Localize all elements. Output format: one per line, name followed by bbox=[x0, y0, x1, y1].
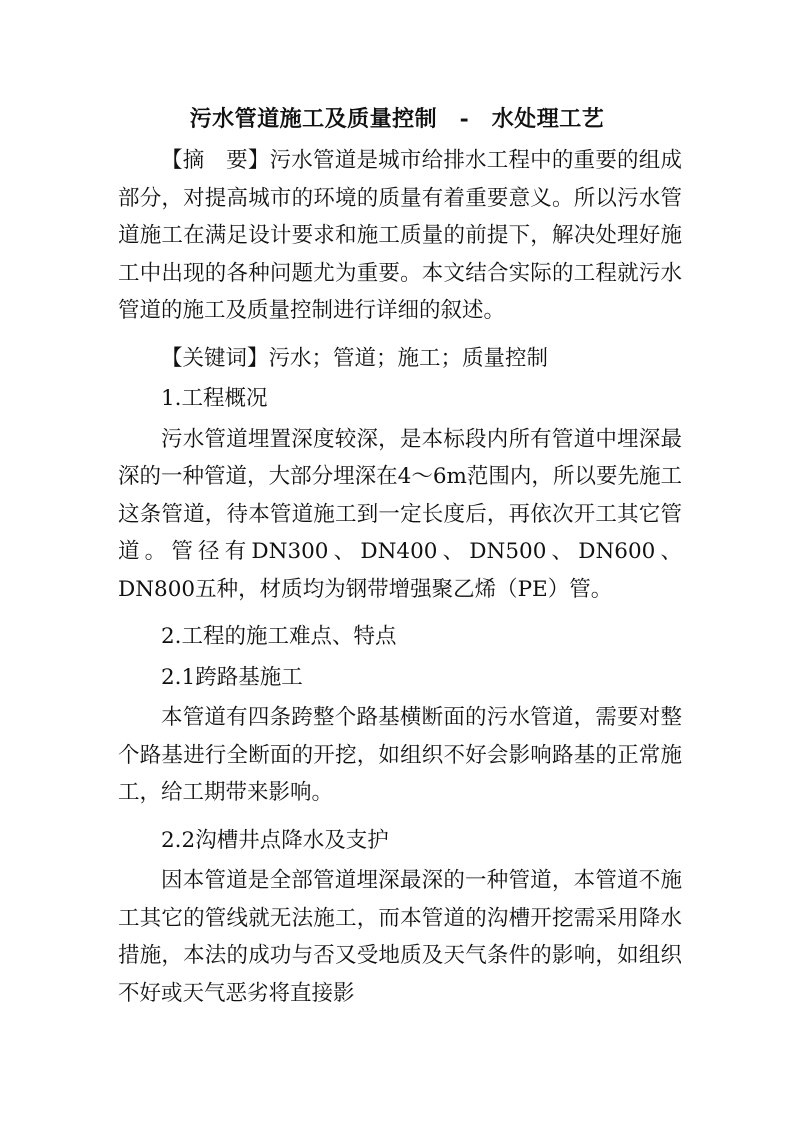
section-2-1-heading: 2.1跨路基施工 bbox=[161, 664, 303, 690]
section-2-2-body: 因本管道是全部管道埋深最深的一种管道，本管道不施工其它的管线就无法施工，而本管道的沟槽开挖需采用降水措施，本法的成功与否又受地质及天气条件的影响，如组织不好或天气恶劣将直接影 bbox=[118, 868, 682, 1006]
section-2-2-heading: 2.2沟槽井点降水及支护 bbox=[161, 827, 389, 853]
document-title: 污水管道施工及质量控制 - 水处理工艺 bbox=[189, 106, 605, 132]
section-2-1-body: 本管道有四条跨整个路基横断面的污水管道，需要对整个路基进行全断面的开挖，如组织不好会影响路基的正常施工，给工期带来影响。 bbox=[118, 705, 682, 805]
keywords-paragraph: 【关键词】污水；管道；施工；质量控制 bbox=[161, 345, 549, 371]
section-1-heading: 1.工程概况 bbox=[161, 386, 268, 411]
section-2-heading: 2.工程的施工难点、特点 bbox=[161, 624, 397, 649]
document-body bbox=[118, 142, 682, 1012]
section-1-body: 污水管道埋置深度较深，是本标段内所有管道中埋深最深的一种管道，大部分埋深在4～6m范围内，所以要先施工这条管道，待本管道施工到一定长度后，再依次开工其它管道。管径有DN300、DN400、DN500、DN600、DN800五种，材质均为钢带增强聚乙烯（PE）管。 bbox=[118, 426, 682, 602]
abstract-paragraph: 【摘 要】污水管道是城市给排水工程中的重要的组成部分，对提高城市的环境的质量有着重要意义。所以污水管道施工在满足设计要求和施工质量的前提下，解决处理好施工中出现的各种问题尤为重要。本文结合实际的工程就污水管道的施工及质量控制进行详细的叙述。 bbox=[118, 148, 682, 323]
